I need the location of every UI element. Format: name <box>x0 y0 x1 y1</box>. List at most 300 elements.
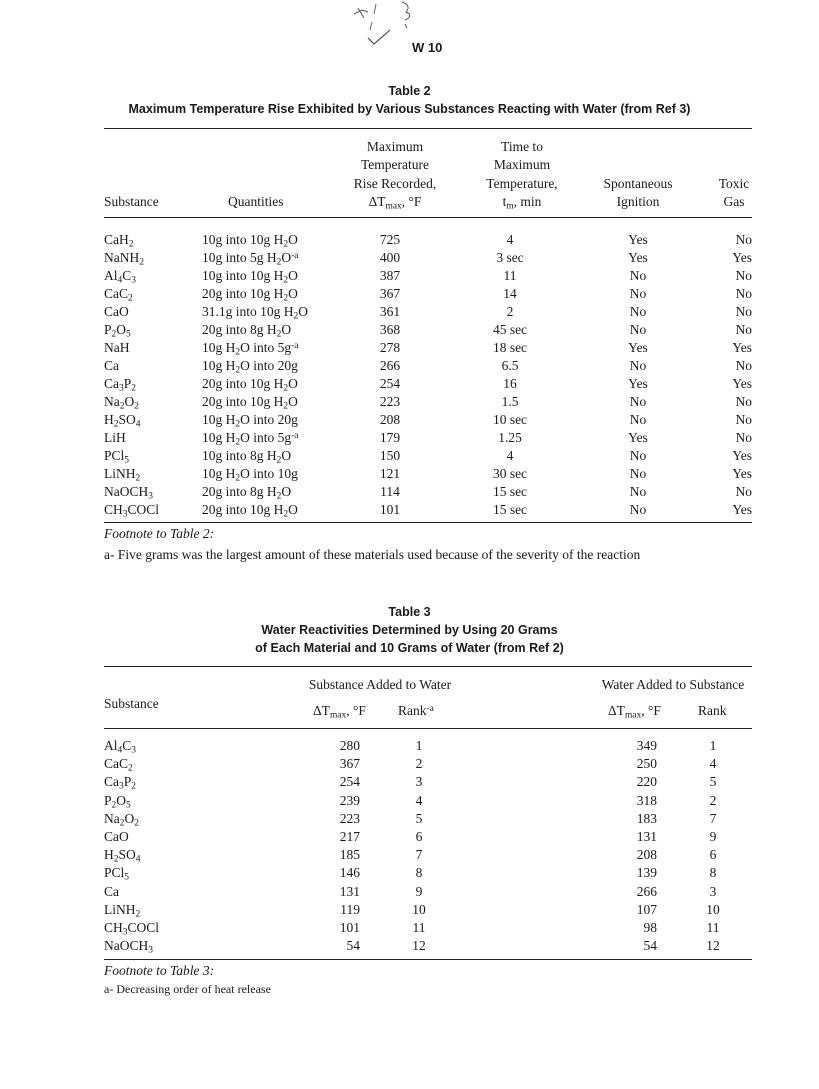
qty-subscript: 2 <box>235 347 241 358</box>
toxic-value: No <box>735 322 752 337</box>
rank-value: 3 <box>709 884 717 899</box>
qty-part: 20g into 10g H <box>202 286 284 301</box>
table3-footnote-a: a- Decreasing order of heat release <box>104 982 271 996</box>
time-value: 15 sec <box>492 502 528 517</box>
table3-cell-substance <box>104 847 140 863</box>
formula-part: Na <box>104 811 120 826</box>
toxic-value: No <box>735 232 752 247</box>
toxic-value: No <box>735 484 752 499</box>
formula-subscript: 4 <box>117 275 123 286</box>
qty-part: O <box>288 232 298 247</box>
temp-value: 266 <box>379 358 401 373</box>
formula-subscript: 3 <box>122 927 128 938</box>
formula-part: CaO <box>104 304 129 319</box>
time-value: 15 sec <box>492 484 528 499</box>
formula-part: CH <box>104 502 123 517</box>
qty-part: 10g H <box>202 340 236 355</box>
table3-cell-b-temp <box>617 902 657 918</box>
temp-value: 318 <box>636 793 657 808</box>
temp-value: 107 <box>636 902 657 917</box>
footnote-ref: -a <box>291 340 299 351</box>
qty-part: 10g H <box>202 466 236 481</box>
rank-value: 9 <box>415 884 423 899</box>
table3-cell-a-rank <box>404 756 434 772</box>
qty-part: O <box>288 376 298 391</box>
formula-part: Ca <box>104 376 119 391</box>
formula-subscript: 2 <box>128 293 133 304</box>
time-value: 2 <box>506 304 514 319</box>
time-value: 11 <box>503 268 517 283</box>
qty-subscript: 2 <box>235 473 241 484</box>
table3-cell-a-temp <box>320 774 360 790</box>
time-value: 1.25 <box>498 430 522 445</box>
toxic-value: No <box>735 304 752 319</box>
qty-part: O into 5g <box>240 430 292 445</box>
time-value: 14 <box>503 286 517 301</box>
formula-part: Ca <box>104 358 119 373</box>
qty-part: O into 5g <box>240 340 292 355</box>
table3-cell-b-temp <box>617 938 657 954</box>
table3-cell-a-temp <box>320 756 360 772</box>
table2-header-max-temp: Maximum Temperature Rise Recorded, $\Delta T_{max}$, °F <box>353 139 437 212</box>
temp-value: 114 <box>380 484 400 499</box>
formula-subscript: 2 <box>135 909 141 920</box>
table2-header-quantities: Quantities <box>228 194 284 209</box>
ignition-value: No <box>629 268 647 283</box>
formula-subscript: 2 <box>128 763 133 774</box>
rank-value: 8 <box>415 865 423 880</box>
rank-value: 7 <box>415 847 423 862</box>
table3-cell-b-temp <box>617 774 657 790</box>
formula-subscript: 2 <box>134 818 139 829</box>
table3-cell-b-temp <box>617 884 657 900</box>
rank-value: 10 <box>412 902 426 917</box>
ignition-value: No <box>629 484 647 499</box>
formula-subscript: 2 <box>128 239 134 250</box>
temp-value: 239 <box>339 793 360 808</box>
qty-part: O <box>281 250 292 265</box>
table3-cell-b-rank <box>698 793 728 809</box>
formula-subscript: 4 <box>135 854 141 865</box>
temp-value: 208 <box>379 412 401 427</box>
table3-label: Table 3 <box>388 605 431 619</box>
table2-header-substance: Substance <box>104 194 159 209</box>
formula-part: NaNH <box>104 250 140 265</box>
qty-subscript: 2 <box>283 509 289 520</box>
temp-value: 185 <box>339 847 360 862</box>
qty-part: O <box>288 286 298 301</box>
formula-part: CaH <box>104 232 129 247</box>
qty-subscript: 2 <box>283 383 289 394</box>
formula-subscript: 2 <box>111 800 117 811</box>
formula-subscript: 2 <box>139 257 144 268</box>
qty-subscript: 2 <box>283 239 289 250</box>
qty-part: 10g H <box>202 430 236 445</box>
table3-cell-a-rank <box>404 902 434 918</box>
temp-value: 266 <box>636 884 657 899</box>
qty-part: 10g into 5g H <box>202 250 277 265</box>
table2-footnote-title: Footnote to Table 2: <box>104 526 215 541</box>
formula-part: LiNH <box>104 902 136 917</box>
table3-header-dt-a: $\Delta T_{max}$, °F <box>313 703 366 721</box>
temp-value: 208 <box>636 847 657 862</box>
time-value: 30 sec <box>492 466 528 481</box>
table3-cell-a-temp <box>320 865 360 881</box>
rank-value: 1 <box>415 738 423 753</box>
temp-value: 387 <box>379 268 401 283</box>
formula-part: C <box>122 738 132 753</box>
footnote-ref: -a <box>291 250 299 261</box>
formula-subscript: 2 <box>113 854 119 865</box>
rank-value: 2 <box>415 756 423 771</box>
table3-cell-substance <box>104 774 136 790</box>
qty-part: O <box>281 322 292 337</box>
time-value: 45 sec <box>492 322 528 337</box>
temp-value: 368 <box>379 322 401 337</box>
formula-part: COCl <box>127 920 159 935</box>
qty-subscript: 2 <box>276 329 282 340</box>
table3-header-substance: Substance <box>104 696 159 711</box>
table3-cell-substance <box>104 756 133 772</box>
table3-cell-b-temp <box>617 738 657 754</box>
qty-part: O <box>281 484 292 499</box>
ignition-value: No <box>629 412 647 427</box>
temp-value: 98 <box>643 920 657 935</box>
formula-part: NaOCH <box>104 484 149 499</box>
qty-part: 31.1g into 10g H <box>202 304 294 319</box>
toxic-value: Yes <box>732 376 752 391</box>
toxic-value: No <box>735 430 752 445</box>
table3-cell-b-rank <box>698 829 728 845</box>
table3-cell-a-rank <box>404 920 434 936</box>
table3-footnote-title: Footnote to Table 3: <box>104 963 215 978</box>
formula-part: NaOCH <box>104 938 149 953</box>
time-value: 6.5 <box>501 358 519 373</box>
table3-header-rank-b: Rank <box>698 703 727 718</box>
table3-cell-substance <box>104 920 159 936</box>
formula-part: Al <box>104 268 118 283</box>
formula-subscript: 3 <box>131 275 136 286</box>
temp-value: 146 <box>339 865 360 880</box>
toxic-value: No <box>735 412 752 427</box>
table3-cell-b-rank <box>698 847 728 863</box>
table3-cell-a-rank <box>404 811 434 827</box>
table3-cell-b-temp <box>617 865 657 881</box>
formula-subscript: 3 <box>119 781 124 792</box>
formula-part: LiNH <box>104 466 136 481</box>
qty-part: O <box>298 304 308 319</box>
formula-part: PCl <box>104 865 125 880</box>
qty-subscript: 2 <box>283 275 289 286</box>
table3-cell-substance <box>104 865 129 881</box>
table3-cell-a-temp <box>320 884 360 900</box>
temp-value: 254 <box>379 376 401 391</box>
formula-part: C <box>122 268 132 283</box>
ignition-value: No <box>629 304 647 319</box>
qty-part: 20g into 8g H <box>202 484 277 499</box>
table3-cell-a-temp <box>320 938 360 954</box>
table3-cell-b-temp <box>617 756 657 772</box>
temp-value: 250 <box>636 756 657 771</box>
rank-value: 5 <box>415 811 423 826</box>
table3-cell-a-rank <box>404 938 434 954</box>
table3-cell-a-rank <box>404 865 434 881</box>
formula-part: LiH <box>104 430 126 445</box>
qty-part: O <box>288 268 298 283</box>
formula-subscript: 3 <box>131 745 136 756</box>
table2-label: Table 2 <box>388 84 431 98</box>
table3-header-dt-b: $\Delta T_{max}$, °F <box>608 703 661 721</box>
temp-value: 150 <box>379 448 401 463</box>
temp-value: 217 <box>339 829 360 844</box>
table2-header-time: Time to Maximum Temperature, $t_m$, min <box>486 139 558 212</box>
qty-subscript: 2 <box>283 401 289 412</box>
formula-subscript: 5 <box>125 800 131 811</box>
qty-part: 10g into 10g H <box>202 232 284 247</box>
table3-cell-b-temp <box>617 829 657 845</box>
formula-subscript: 5 <box>124 455 129 466</box>
table3-cell-substance <box>104 884 119 900</box>
formula-part: P <box>123 774 132 789</box>
table3-cell-substance <box>104 902 140 918</box>
table3-cell-b-rank <box>698 756 728 772</box>
temp-value: 183 <box>636 811 657 826</box>
formula-part: O <box>124 394 135 409</box>
ignition-value: Yes <box>628 340 648 355</box>
formula-part: CH <box>104 920 123 935</box>
table3-cell-a-temp <box>320 738 360 754</box>
time-value: 10 sec <box>492 412 528 427</box>
table3-cell-a-temp <box>320 829 360 845</box>
toxic-value: No <box>735 394 752 409</box>
temp-value: 367 <box>379 286 401 301</box>
temp-value: 280 <box>339 738 360 753</box>
ignition-value: Yes <box>628 250 648 265</box>
temp-value: 367 <box>339 756 360 771</box>
formula-subscript: 3 <box>122 509 128 520</box>
temp-value: 361 <box>379 304 401 319</box>
formula-part: Na <box>104 394 120 409</box>
table3-cell-b-rank <box>698 811 728 827</box>
rank-value: 2 <box>709 793 717 808</box>
table3-cell-a-temp <box>320 811 360 827</box>
formula-part: P <box>104 322 112 337</box>
ignition-value: No <box>629 286 647 301</box>
table3-cell-a-rank <box>404 884 434 900</box>
temp-value: 223 <box>339 811 360 826</box>
formula-part: O <box>124 811 135 826</box>
temp-value: 179 <box>379 430 401 445</box>
rank-value: 4 <box>415 793 423 808</box>
formula-part: CaC <box>104 286 129 301</box>
formula-subscript: 2 <box>131 781 136 792</box>
table3-cell-b-rank <box>698 774 728 790</box>
rank-value: 10 <box>706 902 720 917</box>
table3-header-rank-a: Rank$^{-a}$ <box>398 703 434 718</box>
table3-cell-substance <box>104 811 139 827</box>
formula-part: O <box>116 322 126 337</box>
rank-value: 6 <box>415 829 423 844</box>
rank-value: 1 <box>709 738 717 753</box>
formula-part: H <box>104 412 114 427</box>
ignition-value: No <box>629 466 647 481</box>
table3-cell-b-rank <box>698 938 728 954</box>
toxic-value: No <box>735 268 752 283</box>
qty-part: O <box>288 394 298 409</box>
time-value: 4 <box>506 448 514 463</box>
temp-value: 139 <box>636 865 657 880</box>
qty-subscript: 2 <box>276 491 282 502</box>
time-value: 18 sec <box>492 340 528 355</box>
time-value: 4 <box>506 232 514 247</box>
table2-header-ignition: Spontaneous Ignition <box>603 176 673 210</box>
table3-cell-a-rank <box>404 793 434 809</box>
ignition-value: No <box>629 502 647 517</box>
temp-value: 119 <box>340 902 360 917</box>
formula-subscript: 2 <box>119 818 125 829</box>
ignition-value: No <box>629 394 647 409</box>
formula-part: SO <box>118 847 136 862</box>
qty-subscript: 2 <box>293 311 299 322</box>
formula-part: Ca <box>104 884 119 899</box>
toxic-value: Yes <box>732 466 752 481</box>
temp-value: 223 <box>379 394 401 409</box>
qty-part: O <box>281 448 292 463</box>
temp-value: 121 <box>379 466 401 481</box>
qty-part: 10g H <box>202 412 236 427</box>
temp-value: 220 <box>636 774 657 789</box>
qty-part: O into 20g <box>240 358 298 373</box>
table3-cell-b-temp <box>617 847 657 863</box>
temp-value: 278 <box>379 340 401 355</box>
table3-cell-substance <box>104 738 136 754</box>
rank-value: 8 <box>709 865 717 880</box>
toxic-value: Yes <box>732 502 752 517</box>
formula-part: P <box>123 376 132 391</box>
time-value: 1.5 <box>501 394 519 409</box>
qty-part: O into 10g <box>240 466 298 481</box>
qty-part: 20g into 10g H <box>202 502 284 517</box>
table3-cell-b-rank <box>698 884 728 900</box>
ignition-value: Yes <box>628 430 648 445</box>
rank-value: 3 <box>415 774 423 789</box>
formula-subscript: 3 <box>148 945 153 956</box>
toxic-value: Yes <box>732 448 752 463</box>
formula-subscript: 3 <box>148 491 153 502</box>
formula-part: NaH <box>104 340 130 355</box>
page-number: W 10 <box>412 40 443 55</box>
temp-value: 131 <box>339 884 360 899</box>
qty-subscript: 2 <box>276 455 282 466</box>
formula-subscript: 2 <box>119 401 125 412</box>
formula-subscript: 4 <box>117 745 123 756</box>
toxic-value: No <box>735 286 752 301</box>
table3-cell-b-temp <box>617 793 657 809</box>
qty-subscript: 2 <box>235 437 241 448</box>
rank-value: 4 <box>709 756 717 771</box>
qty-part: 10g into 8g H <box>202 448 277 463</box>
temp-value: 400 <box>379 250 401 265</box>
table3-header-group-b: Water Added to Substance <box>601 677 745 692</box>
ignition-value: No <box>629 448 647 463</box>
qty-part: 10g into 10g H <box>202 268 284 283</box>
rank-value: 12 <box>706 938 720 953</box>
temp-value: 54 <box>346 938 360 953</box>
formula-part: CaO <box>104 829 129 844</box>
qty-subscript: 2 <box>283 293 289 304</box>
table3-bottom-rule <box>104 959 752 960</box>
time-value: 16 <box>503 376 517 391</box>
time-value: 3 sec <box>496 250 524 265</box>
formula-part: PCl <box>104 448 125 463</box>
qty-part: 20g into 8g H <box>202 322 277 337</box>
qty-part: 20g into 10g H <box>202 394 284 409</box>
table3-cell-a-rank <box>404 829 434 845</box>
table3-header-group-a: Substance Added to Water <box>308 677 452 692</box>
temp-value: 349 <box>636 738 657 753</box>
rank-value: 9 <box>709 829 717 844</box>
table2-footnote-a: a- Five grams was the largest amount of these materials used because of the severity of the reaction <box>104 547 641 562</box>
formula-subscript: 5 <box>125 329 131 340</box>
temp-value: 54 <box>643 938 657 953</box>
formula-subscript: 2 <box>113 419 119 430</box>
formula-part: H <box>104 847 114 862</box>
formula-part: P <box>104 793 112 808</box>
ignition-value: No <box>629 358 647 373</box>
formula-part: Ca <box>104 774 119 789</box>
formula-part: Al <box>104 738 118 753</box>
temp-value: 101 <box>379 502 401 517</box>
formula-subscript: 5 <box>124 872 129 883</box>
formula-subscript: 2 <box>134 401 139 412</box>
qty-subscript: 2 <box>235 365 241 376</box>
temp-value: 254 <box>339 774 360 789</box>
table3-title-line1: Water Reactivities Determined by Using 20 Grams <box>261 623 558 637</box>
formula-subscript: 4 <box>135 419 141 430</box>
qty-part: O <box>288 502 298 517</box>
temp-value: 131 <box>636 829 657 844</box>
qty-part: 20g into 10g H <box>202 376 284 391</box>
temp-value: 725 <box>379 232 401 247</box>
table3-cell-a-rank <box>404 738 434 754</box>
table3-cell-b-rank <box>698 738 728 754</box>
table3-cell-a-temp <box>320 920 360 936</box>
table3-title-line2: of Each Material and 10 Grams of Water (from Ref 2) <box>255 641 564 655</box>
table3-cell-b-rank <box>698 920 728 936</box>
qty-subscript: 2 <box>276 257 282 268</box>
formula-part: O <box>116 793 126 808</box>
toxic-value: Yes <box>732 340 752 355</box>
table3-cell-substance <box>104 938 153 954</box>
table3-cell-substance <box>104 829 129 845</box>
ignition-value: Yes <box>628 376 648 391</box>
table3-cell-a-temp <box>320 902 360 918</box>
table3-cell-b-temp <box>617 811 657 827</box>
formula-subscript: 3 <box>119 383 124 394</box>
toxic-value: No <box>735 358 752 373</box>
qty-subscript: 2 <box>235 419 241 430</box>
ignition-value: Yes <box>628 232 648 247</box>
rank-value: 7 <box>709 811 717 826</box>
formula-subscript: 2 <box>135 473 141 484</box>
table3-cell-b-rank <box>698 902 728 918</box>
table2-header-toxic: Toxic Gas <box>718 176 750 210</box>
rank-value: 12 <box>412 938 426 953</box>
table3-cell-a-rank <box>404 847 434 863</box>
formula-part: CaC <box>104 756 129 771</box>
table2-title: Maximum Temperature Rise Exhibited by Various Substances Reacting with Water (from Ref 3) <box>128 102 691 116</box>
ignition-value: No <box>629 322 647 337</box>
